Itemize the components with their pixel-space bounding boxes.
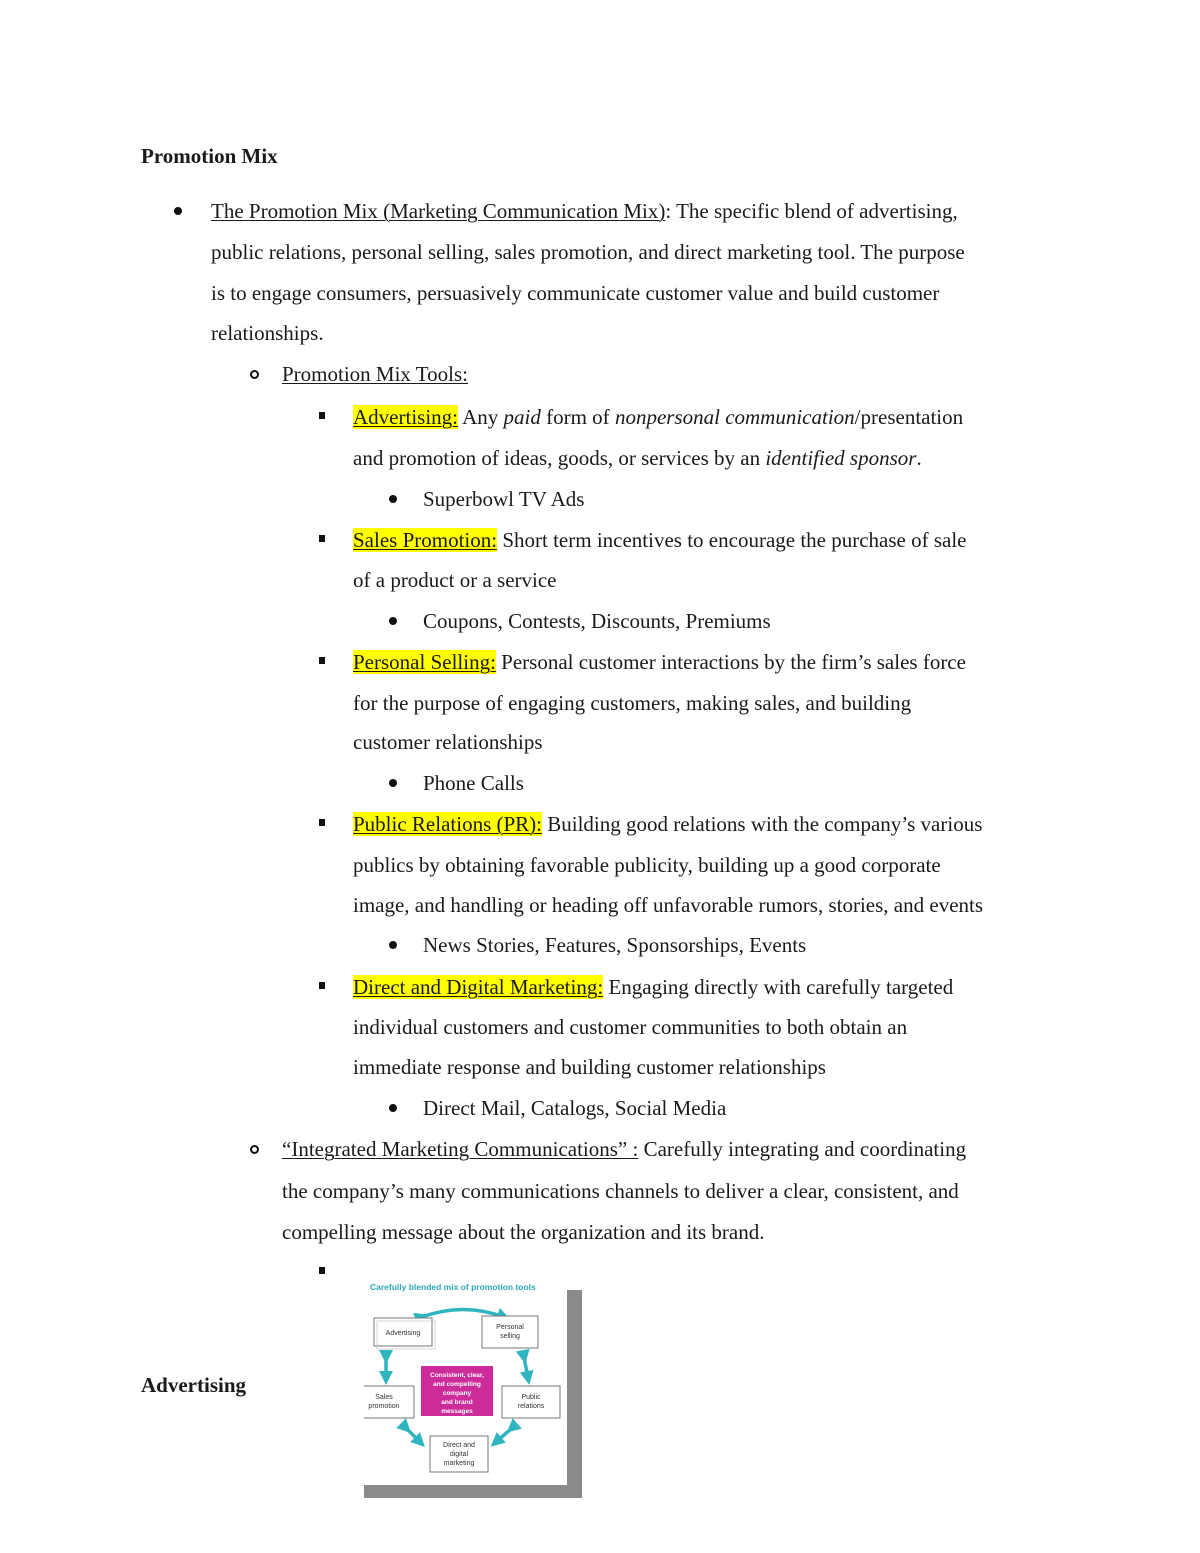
box-direct-digital-label-1: Direct and bbox=[443, 1442, 475, 1449]
tool-sales-promotion-line-1 bbox=[353, 528, 967, 552]
box-public-relations bbox=[502, 1386, 560, 1418]
box-sales-promotion bbox=[364, 1386, 414, 1418]
promotion-mix-definition-line-4: relationships. bbox=[211, 321, 324, 345]
tool-public-relations-line-2: publics by obtaining favorable publicity, building up a good corporate bbox=[353, 853, 941, 877]
box-public-relations-label-1: Public bbox=[521, 1394, 541, 1401]
center-label-5: messages bbox=[441, 1408, 473, 1415]
box-direct-digital bbox=[430, 1436, 488, 1472]
box-direct-digital-label-2: digital bbox=[449, 1451, 469, 1458]
box-personal-selling-label-1: Personal bbox=[496, 1324, 524, 1331]
box-direct-digital-label-3: marketing bbox=[443, 1460, 475, 1467]
bullet-square-icon bbox=[319, 819, 325, 826]
bullet-disc-icon bbox=[389, 941, 397, 949]
tool-advertising-line-2 bbox=[353, 446, 922, 470]
bullet-square-icon bbox=[319, 412, 325, 419]
bullet-disc-icon bbox=[389, 617, 397, 625]
tool-advertising-paid: paid bbox=[503, 405, 541, 429]
box-sales-promotion-label-2: promotion bbox=[368, 1403, 400, 1410]
tool-advertising-text: /presentation bbox=[854, 405, 964, 429]
tool-sales-promotion-name: Sales Promotion: bbox=[353, 528, 498, 552]
bullet-square-icon bbox=[319, 1267, 325, 1274]
tool-direct-digital-line-3: immediate response and building customer relationships bbox=[353, 1055, 826, 1079]
center-label-3: company bbox=[442, 1390, 472, 1397]
imc-line-3: compelling message about the organization and its brand. bbox=[282, 1220, 765, 1244]
bullet-disc-icon bbox=[389, 495, 397, 503]
tool-advertising-text: Any bbox=[458, 405, 504, 429]
tool-public-relations-line-3: image, and handling or heading off unfavorable rumors, stories, and events bbox=[353, 893, 984, 917]
tool-public-relations-example: News Stories, Features, Sponsorships, Events bbox=[423, 933, 807, 957]
imc-term: “Integrated Marketing Communications” : bbox=[282, 1137, 639, 1161]
imc-text: Carefully integrating and coordinating bbox=[638, 1137, 967, 1161]
box-personal-selling bbox=[482, 1316, 538, 1348]
tool-advertising-text: and promotion of ideas, goods, or services by an bbox=[353, 446, 766, 470]
tool-public-relations-name: Public Relations (PR): bbox=[353, 812, 542, 836]
bullet-circle-icon bbox=[250, 1145, 259, 1154]
tool-personal-selling-line-1 bbox=[353, 650, 966, 674]
center-label-1: Consistent, clear, bbox=[430, 1372, 484, 1379]
tool-public-relations-line-1 bbox=[353, 812, 982, 836]
promotion-mix-definition-line-1 bbox=[211, 199, 958, 223]
tool-direct-digital-line-1 bbox=[353, 975, 953, 999]
tool-advertising-name: Advertising: bbox=[353, 405, 458, 429]
tool-advertising-sponsor: identified sponsor bbox=[765, 446, 917, 470]
section-heading-advertising: Advertising bbox=[141, 1373, 246, 1397]
tool-sales-promotion-example: Coupons, Contests, Discounts, Premiums bbox=[423, 609, 771, 633]
promotion-mix-diagram bbox=[364, 1280, 582, 1498]
page-title: Promotion Mix bbox=[141, 144, 278, 168]
tool-advertising-example: Superbowl TV Ads bbox=[423, 487, 585, 511]
center-label-2: and compelling bbox=[433, 1381, 481, 1388]
promotion-mix-term: The Promotion Mix (Marketing Communication Mix) bbox=[211, 199, 666, 223]
tool-personal-selling-line-3: customer relationships bbox=[353, 730, 543, 754]
tools-heading: Promotion Mix Tools: bbox=[282, 362, 469, 386]
box-sales-promotion-label-1: Sales bbox=[375, 1394, 393, 1401]
promotion-mix-definition-line-3: is to engage consumers, persuasively communicate customer value and build customer bbox=[211, 281, 940, 305]
promotion-mix-def-text: : The specific blend of advertising, bbox=[665, 199, 958, 223]
tool-public-relations-text: Building good relations with the company’s various bbox=[542, 812, 983, 836]
bullet-disc-icon bbox=[389, 1104, 397, 1112]
bullet-square-icon bbox=[319, 982, 325, 989]
bullet-square-icon bbox=[319, 535, 325, 542]
tool-advertising-text: form of bbox=[540, 405, 615, 429]
box-advertising-label: Advertising bbox=[385, 1330, 421, 1337]
tool-personal-selling-text: Personal customer interactions by the firm’s sales force bbox=[495, 650, 966, 674]
tool-direct-digital-name: Direct and Digital Marketing: bbox=[353, 975, 604, 999]
bullet-disc-icon bbox=[389, 779, 397, 787]
tool-personal-selling-name: Personal Selling: bbox=[353, 650, 496, 674]
tool-advertising-nonpersonal: nonpersonal communication bbox=[614, 405, 855, 429]
imc-line-1 bbox=[282, 1137, 966, 1161]
tool-direct-digital-example: Direct Mail, Catalogs, Social Media bbox=[423, 1096, 727, 1120]
bullet-circle-icon bbox=[250, 370, 259, 379]
box-personal-selling-label-2: selling bbox=[500, 1333, 520, 1340]
bullet-square-icon bbox=[319, 657, 325, 664]
diagram-title: Carefully blended mix of promotion tools bbox=[370, 1282, 536, 1292]
bullet-disc-icon bbox=[174, 207, 182, 215]
tool-advertising-line-1 bbox=[353, 405, 963, 429]
tool-personal-selling-example: Phone Calls bbox=[423, 771, 524, 795]
tool-advertising-text: . bbox=[916, 446, 922, 470]
tool-direct-digital-text: Engaging directly with carefully targeted bbox=[603, 975, 954, 999]
box-center-message bbox=[421, 1366, 493, 1416]
imc-line-2: the company’s many communications channels to deliver a clear, consistent, and bbox=[282, 1179, 959, 1203]
center-label-4: and brand bbox=[441, 1399, 473, 1406]
tool-direct-digital-line-2: individual customers and customer communities to both obtain an bbox=[353, 1015, 908, 1039]
box-advertising bbox=[374, 1318, 435, 1349]
tool-sales-promotion-line-2: of a product or a service bbox=[353, 568, 557, 592]
promotion-mix-definition-line-2: public relations, personal selling, sales promotion, and direct marketing tool. The purpose bbox=[211, 240, 965, 264]
tool-sales-promotion-text: Short term incentives to encourage the purchase of sale bbox=[497, 528, 967, 552]
box-public-relations-label-2: relations bbox=[517, 1403, 545, 1410]
tool-personal-selling-line-2: for the purpose of engaging customers, making sales, and building bbox=[353, 691, 912, 715]
